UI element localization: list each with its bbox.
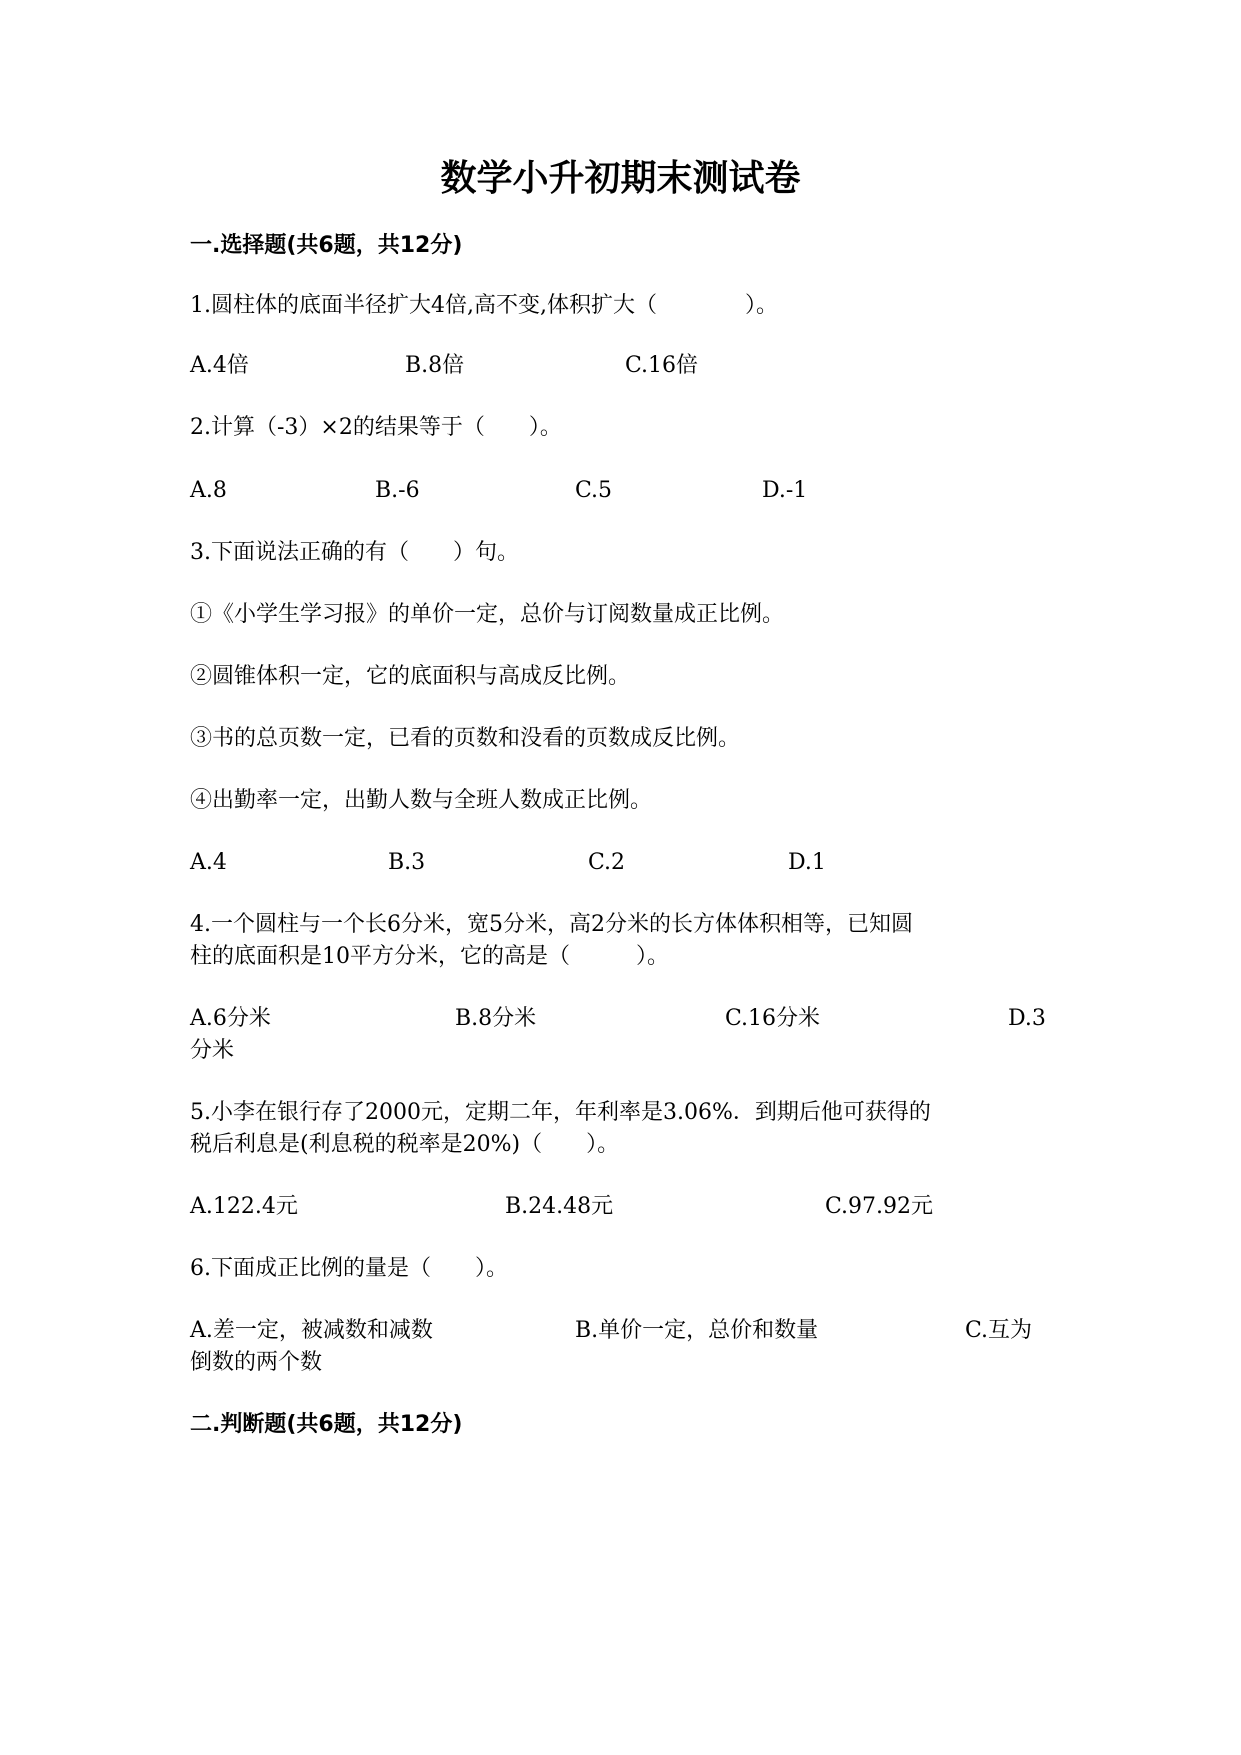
- q2-option-c: C.5: [575, 478, 613, 503]
- q5-option-b: B.24.48元: [505, 1194, 614, 1219]
- question-3-stem: 3.下面说法正确的有（ ）句。: [190, 540, 519, 565]
- section-heading-judgement: 二.判断题(共6题，共12分): [190, 1412, 463, 1437]
- page-title: 数学小升初期末测试卷: [440, 158, 801, 199]
- q4-option-c: C.16分米: [725, 1006, 821, 1031]
- question-6-stem: 6.下面成正比例的量是（ ）。: [190, 1256, 508, 1281]
- q3-statement-3: ③书的总页数一定，已看的页数和没看的页数成反比例。: [190, 726, 741, 751]
- q3-statement-2: ②圆锥体积一定，它的底面积与高成反比例。: [190, 664, 631, 689]
- q5-option-a: A.122.4元: [190, 1194, 298, 1219]
- q6-option-b: B.单价一定，总价和数量: [575, 1318, 819, 1343]
- q3-option-d: D.1: [788, 850, 826, 875]
- question-2-stem: 2.计算（-3）×2的结果等于（ ）。: [190, 415, 562, 440]
- q3-option-c: C.2: [588, 850, 626, 875]
- q6-option-c: C.互为: [965, 1318, 1033, 1343]
- question-4-stem-line-2: 柱的底面积是10平方分米，它的高是（ ）。: [190, 944, 669, 969]
- question-5-stem-line-1: 5.小李在银行存了2000元，定期二年，年利率是3.06%．到期后他可获得的: [190, 1100, 931, 1125]
- q2-option-d: D.-1: [762, 478, 808, 503]
- question-4-stem-line-1: 4.一个圆柱与一个长6分米，宽5分米，高2分米的长方体体积相等，已知圆: [190, 912, 913, 937]
- question-5-stem-line-2: 税后利息是(利息税的税率是20%)（ ）。: [190, 1132, 620, 1157]
- q4-option-d-wrap: 分米: [190, 1038, 235, 1063]
- q5-option-c: C.97.92元: [825, 1194, 934, 1219]
- section-heading-choice: 一.选择题(共6题，共12分): [190, 233, 463, 258]
- q1-option-c: C.16倍: [625, 353, 699, 378]
- q3-statement-4: ④出勤率一定，出勤人数与全班人数成正比例。: [190, 788, 653, 813]
- q3-option-a: A.4: [190, 850, 227, 875]
- q6-option-a: A.差一定，被减数和减数: [190, 1318, 433, 1343]
- q4-option-d: D.3: [1008, 1006, 1046, 1031]
- q4-option-a: A.6分米: [190, 1006, 271, 1031]
- q6-option-c-wrap: 倒数的两个数: [190, 1350, 323, 1375]
- q1-option-a: A.4倍: [190, 353, 249, 378]
- q3-statement-1: ①《小学生学习报》的单价一定，总价与订阅数量成正比例。: [190, 602, 785, 627]
- question-1-stem: 1.圆柱体的底面半径扩大4倍,高不变,体积扩大（ ）。: [190, 293, 778, 318]
- q1-option-b: B.8倍: [405, 353, 465, 378]
- q2-option-a: A.8: [190, 478, 227, 503]
- q4-option-b: B.8分米: [455, 1006, 537, 1031]
- q2-option-b: B.-6: [375, 478, 420, 503]
- q3-option-b: B.3: [388, 850, 426, 875]
